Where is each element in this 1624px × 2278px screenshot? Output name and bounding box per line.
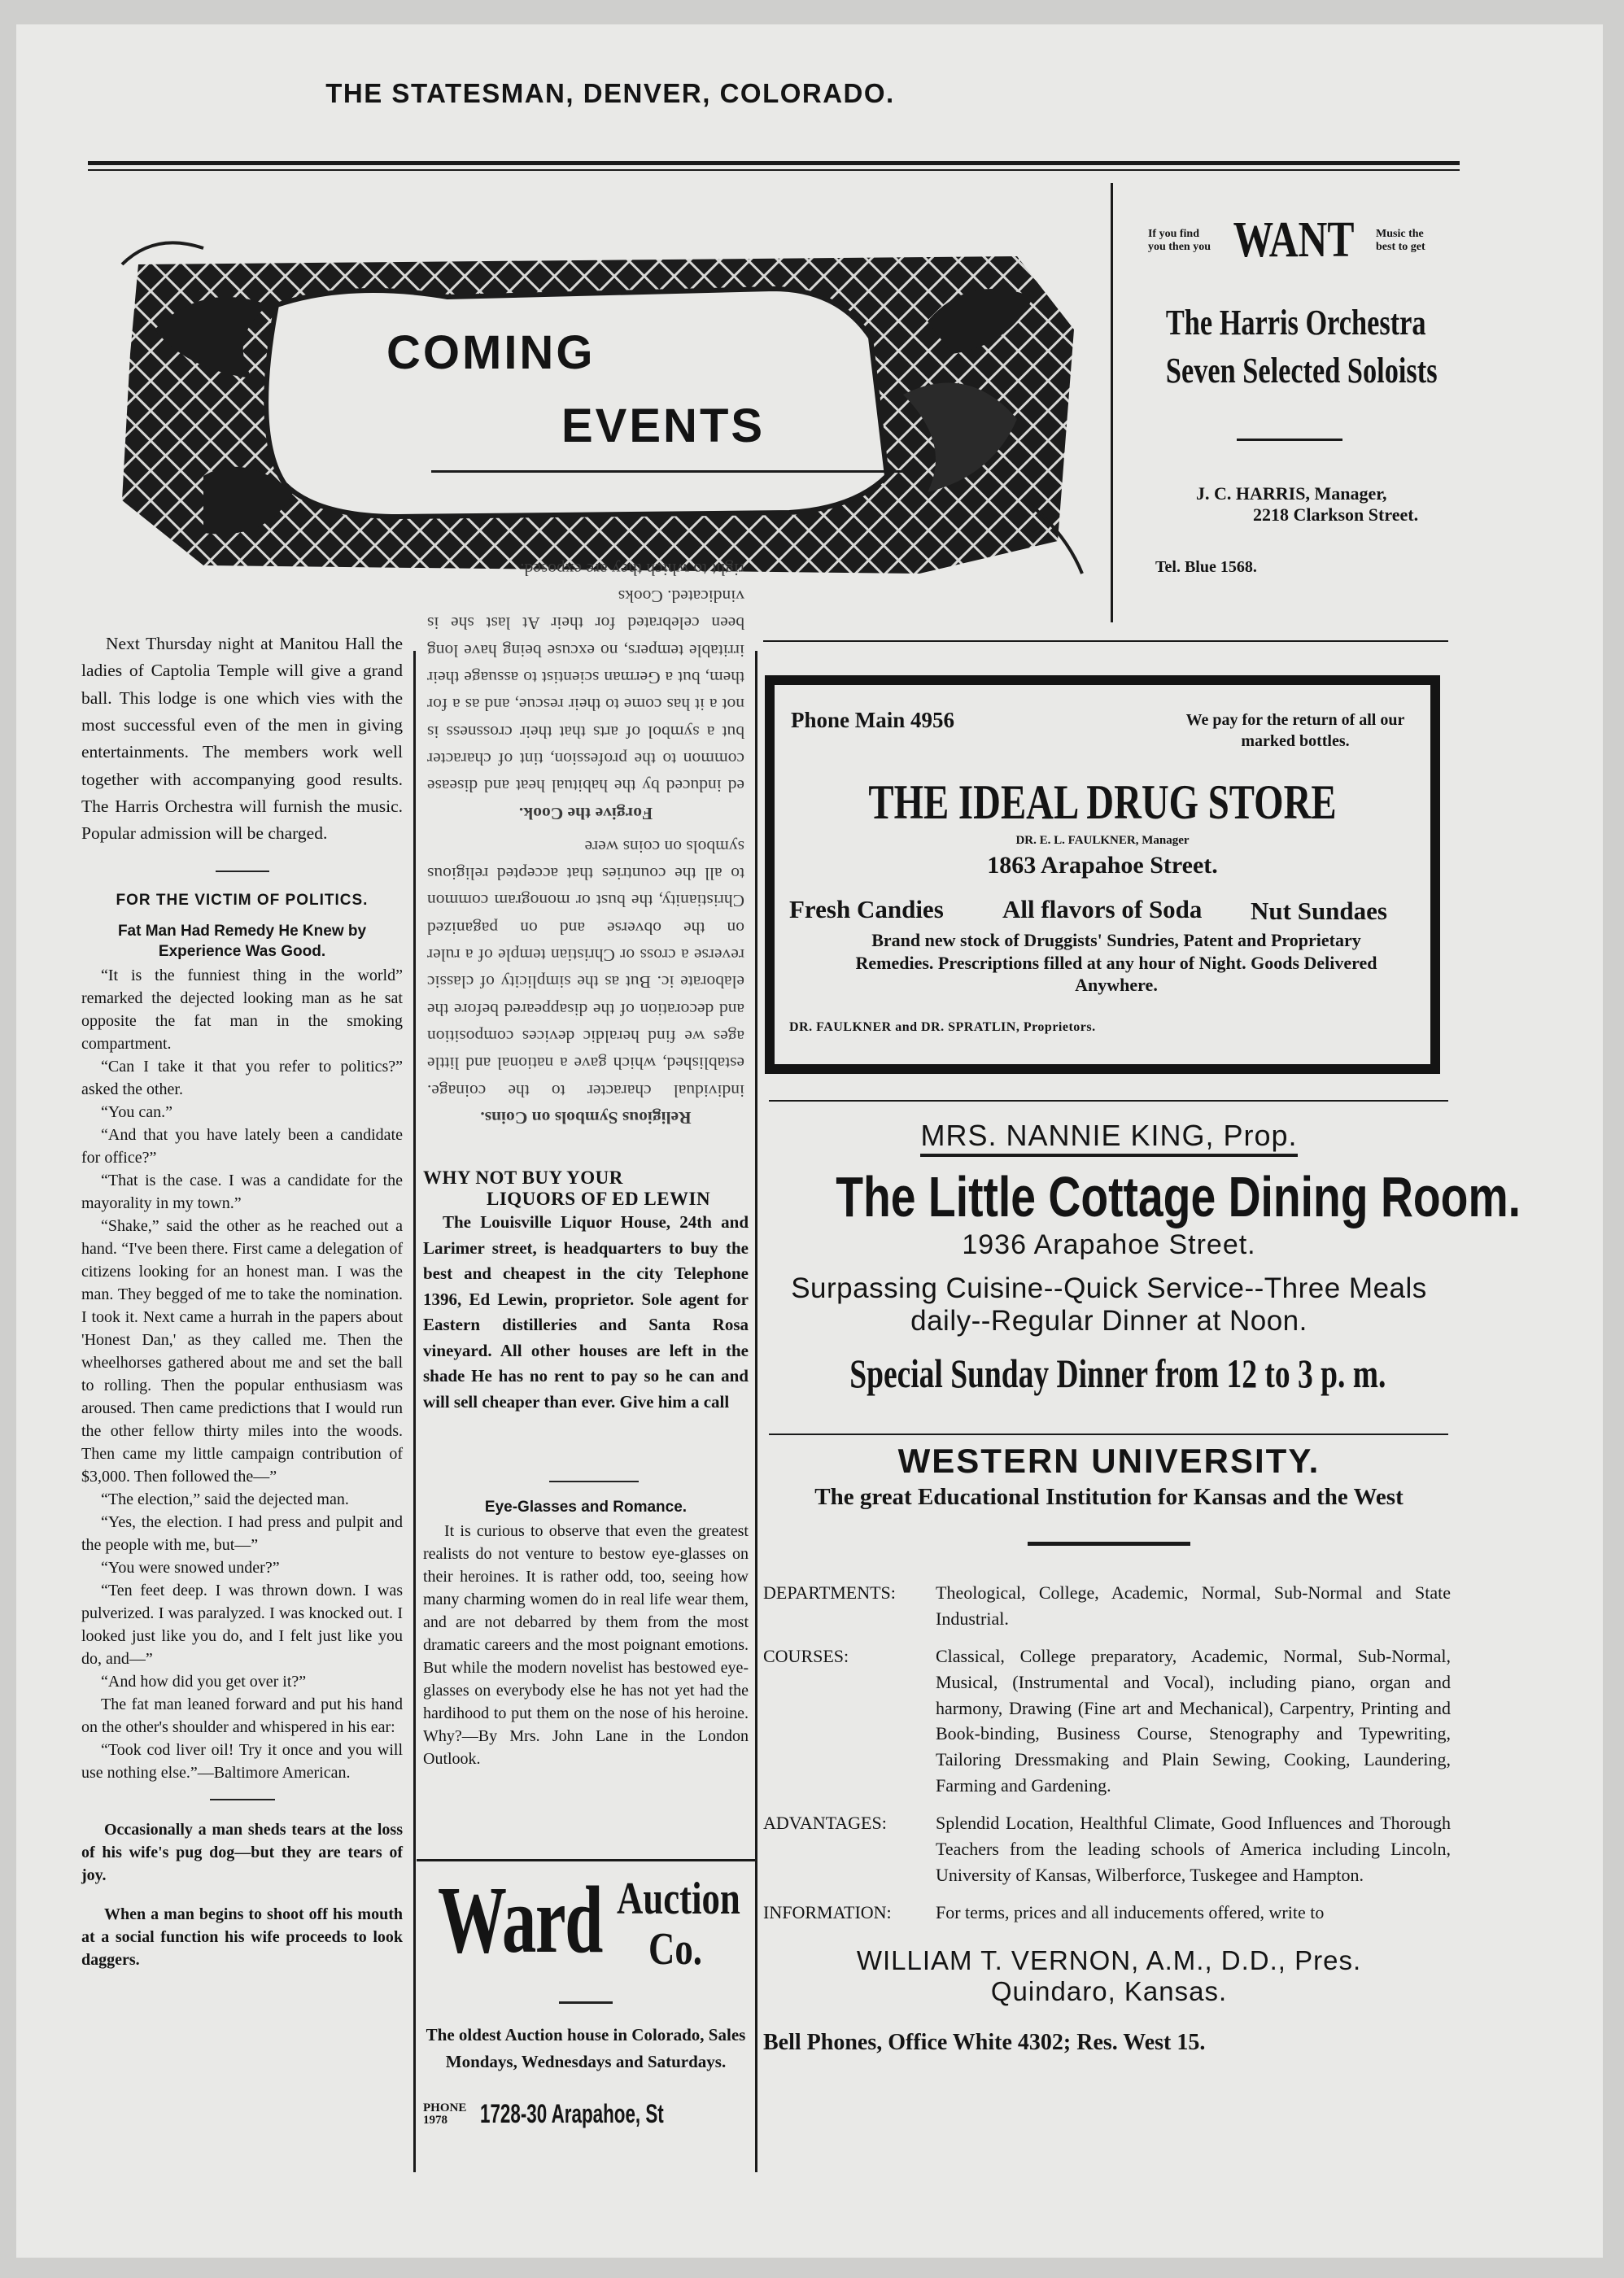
university-subtitle: The great Educational Institution for Kansas and the West [814,1484,1404,1510]
masthead-rule [88,161,1460,165]
victim-paragraph: “Took cod liver oil! Try it once and you will use nothing else.”—Baltimore American. [81,1740,403,1782]
drug-item-candies: Fresh Candies [789,895,944,923]
lewin-heading-1: WHY NOT BUY YOUR [423,1167,623,1188]
university-row [763,1643,1451,1810]
want-right-text: Music the best to get [1376,228,1425,253]
drug-bottles: We pay for the return of all our marked bottles. [1185,711,1405,750]
harris-manager: J. C. HARRIS, Manager, [1196,483,1387,504]
masthead: THE STATESMAN, DENVER, COLORADO. [325,78,895,108]
university-row-text: Splendid Location, Healthful Climate, Good Influences and Thorough Teachers from the leading schools of America including Lincoln, University of Kansas, Wilberforce, Tuskegee and Hampton. [936,1813,1451,1885]
cottage-tagline: Surpassing Cuisine--Quick Service--Three Meals daily--Regular Dinner at Noon. [791,1272,1427,1338]
events-underline [431,470,919,473]
victim-paragraph: “Shake,” said the other as he reached out a hand. “I've been there. First came a delegation of citizens looking for an honest man. I was the man. They begged of me to take the nomination. I took it. Next came a hurrah in the papers about 'Honest Dan,' as they called me. Then the wheelhorses gathered about me and set the ball to rolling. Then the popular enthusiasm was aroused. Then came predictions that I would run the other fellow thirty miles into the woods. Then came my little campaign contribution of $3,000. Then followed the—” [81,1216,403,1486]
events-title: EVENTS [561,399,766,452]
masthead-rule-thin [88,169,1460,171]
university-name: WESTERN UNIVERSITY. [897,1442,1321,1480]
harris-divider [1111,183,1113,622]
right-col-top-rule [763,640,1448,642]
ward-phone-label: PHONE 1978 [423,2101,467,2127]
ward-top-rule [417,1859,755,1861]
harris-name: The Harris Orchestra [1165,303,1426,343]
university-rule [1028,1542,1190,1546]
drug-store-ad [765,675,1440,1074]
lewin-rule [549,1481,639,1482]
drug-address: 1863 Arapahoe Street. [987,852,1218,879]
ward-auction-ad [423,1865,749,2129]
ward-auction-word: Auction [617,1874,740,1924]
newspaper-page [16,24,1603,2258]
harris-address: 2218 Clarkson Street. [1253,504,1419,525]
drug-store-name: THE IDEAL DRUG STORE [868,775,1337,829]
inverted-heading-cook: Forgive the Cook. [518,803,653,823]
university-row [763,1900,1451,1937]
cottage-ad [763,1119,1521,1397]
column-divider-1 [413,651,416,2172]
cottage-bottom-rule [769,1434,1448,1435]
university-phones: Bell Phones, Office White 4302; Res. West 15. [763,2029,1206,2055]
pug-item: Occasionally a man sheds tears at the loss of his wife's pug dog—but they are tears of joy. [81,1820,403,1884]
ward-rule [559,2001,613,2004]
victim-paragraph: “The election,” said the dejected man. [101,1490,349,1508]
lewin-body: The Louisville Liquor House, 24th and Larimer street, is headquarters to buy the best and cheapest in the city Telephone 1396, Ed Lewin, proprietor. Sole agent for Eastern distilleries and Santa Rosa vineyard. All other houses are left in the shade He has no rent to pay so he can and will sell cheaper than ever. Give him a call [423,1212,749,1412]
victim-paragraph: “And how did you get over it?” [101,1672,307,1691]
university-row-text: For terms, prices and all inducements offered, write to [936,1901,1325,1922]
victim-paragraph: “Yes, the election. I had press and pulpit and the people with me, but—” [81,1512,403,1554]
university-table [763,1580,1451,1937]
victim-paragraph: “Ten feet deep. I was thrown down. I was pulverized. I was paralyzed. I was knocked out. I looked just like you do, and I felt just like you do, and—” [81,1581,403,1668]
university-row-label: INFORMATION: [763,1901,892,1922]
victim-article [81,964,403,1784]
university-row-label: COURSES: [763,1645,849,1666]
university-row-text: Classical, College preparatory, Academic, Normal, Sub-Normal, Musical, (Instrumental and Vocal), including piano, organ and harmony, Drawing (Fine art and Mechanical), Carpentry, Printing and Book-binding, Business Course, Stenography and Typewriting, Tailoring Dressmaking and Plain Sewing, Cooking, Laundering, Farming and Gardening. [936,1645,1451,1796]
cottage-sunday: Special Sunday Dinner from 12 to 3 p. m. [849,1350,1386,1396]
victim-heading: FOR THE VICTIM OF POLITICS. [116,891,369,909]
lewin-ad [423,1167,749,1415]
ward-name: Ward [438,1866,602,1973]
drug-proprietors: DR. FAULKNER and DR. SPRATLIN, Proprietors. [789,1020,1096,1034]
column-1 [81,631,403,1971]
drug-item-soda: All flavors of Soda [1002,895,1203,923]
drug-stock: Brand new stock of Druggists' Sundries, Patent and Proprietary Remedies. Prescriptions filled at any hour of Night. Goods Delivered Anywhere. [855,930,1377,995]
university-location: Quindaro, Kansas. [990,1975,1228,2006]
harris-rule [1237,439,1342,441]
harris-soloists: Seven Selected Soloists [1165,351,1438,391]
university-row-label: DEPARTMENTS: [763,1582,896,1603]
coming-events-banner [106,232,1090,590]
drug-manager: DR. E. L. FAULKNER, Manager [1015,834,1190,847]
ward-address: 1728-30 Arapahoe, St [480,2099,664,2129]
victim-paragraph: “You were snowed under?” [101,1558,280,1577]
column-divider-2 [755,651,757,2172]
victim-paragraph: “Can I take it that you refer to politics?” asked the other. [81,1057,403,1098]
captolia-article: Next Thursday night at Manitou Hall the ladies of Captolia Temple will give a grand ball. This lodge is one which vies with the most successful even of the men in giving entertainments. The members work well together with accompanying good results. The Harris Orchestra will furnish the music. Popular admission will be charged. [81,634,403,844]
cottage-address: 1936 Arapahoe Street. [962,1229,1256,1260]
coming-title: COMING [386,326,596,379]
article-rule [216,871,269,872]
university-row-text: Theological, College, Academic, Normal, Sub-Normal and State Industrial. [936,1582,1451,1629]
university-row [763,1580,1451,1643]
lewin-heading-2: LIQUORS OF ED LEWIN [487,1189,711,1209]
daggers-item: When a man begins to shoot off his mouth at a social function his wife proceeds to look daggers. [81,1905,403,1969]
article-rule-2 [210,1799,275,1800]
inverted-paragraph-end: right to which they are exposed. [520,559,744,579]
drug-bottom-rule [769,1100,1448,1102]
cottage-name: The Little Cottage Dining Room. [836,1165,1521,1228]
want-left-text: If you find you then you [1147,228,1211,253]
inverted-paragraph-cook: ed induced by the habitual heat and disease common to the profession, tint of character but a symbol of arts that their crossness is not a it has come to their rescue, and as a for them, but a German scientist to assuage their irritable tempers, no excuse being have long been celebrated for their At last she is vindicated. Cooks [427,587,744,796]
harris-tel: Tel. Blue 1568. [1155,558,1257,576]
drug-item-sundaes: Nut Sundaes [1251,897,1387,925]
inverted-column-text [427,559,744,1131]
victim-subheading: Fat Man Had Remedy He Knew by Experience Was Good. [117,922,367,961]
university-row-label: ADVANTAGES: [763,1813,887,1834]
ward-co: Co. [648,1924,702,1975]
university-row [763,1810,1451,1900]
victim-paragraph: “And that you have lately been a candidate for office?” [81,1125,403,1167]
university-president: WILLIAM T. VERNON, A.M., D.D., Pres. [856,1944,1362,1975]
victim-paragraph: “You can.” [101,1102,172,1121]
victim-paragraph: The fat man leaned forward and put his hand on the other's shoulder and whispered in his ear: [81,1695,403,1736]
victim-paragraph: “That is the case. I was a candidate for the mayorality in my town.” [81,1171,403,1212]
cottage-prop: MRS. NANNIE KING, Prop. [920,1119,1297,1157]
inverted-paragraph-coins: individual character to the coinage. established, which gave a national and little ages we find heraldic devices composition and decoration of the disappeared before the elaborate ic. But as the simplicity of classic reverse a cross or Christian temple of a ruler on the obverse and on paganized Christianity, the bust or monogram common to all the countries that accepted religious symbols on coins were [427,836,744,1101]
victim-paragraph: “It is the funniest thing in the world” remarked the dejected looking man as he sat opposite the fat man in the smoking compartment. [81,966,403,1053]
harris-ad [1131,212,1448,577]
eyeglasses-body: It is curious to observe that even the greatest realists do not venture to bestow eye-glasses on their heroines. It is rather odd, too, seeing how many charming women do in real life wear them, and are not debarred by them from the most dramatic careers and the most poignant emotions. But while the modern novelist has bestowed eye-glasses on everybody else he has not yet had the hardihood to put them on the nose of his heroine. Why?—By Mrs. John Lane in the London Outlook. [423,1522,749,1768]
university-ad [763,1442,1455,2056]
want-word: WANT [1233,212,1355,268]
eyeglasses-article [423,1499,749,1770]
drug-phone: Phone Main 4956 [791,708,955,732]
eyeglasses-heading: Eye-Glasses and Romance. [484,1499,688,1516]
ward-description: The oldest Auction house in Colorado, Sales Mondays, Wednesdays and Saturdays. [426,2025,746,2071]
inverted-heading-religious: Religious Symbols on Coins. [480,1108,692,1128]
